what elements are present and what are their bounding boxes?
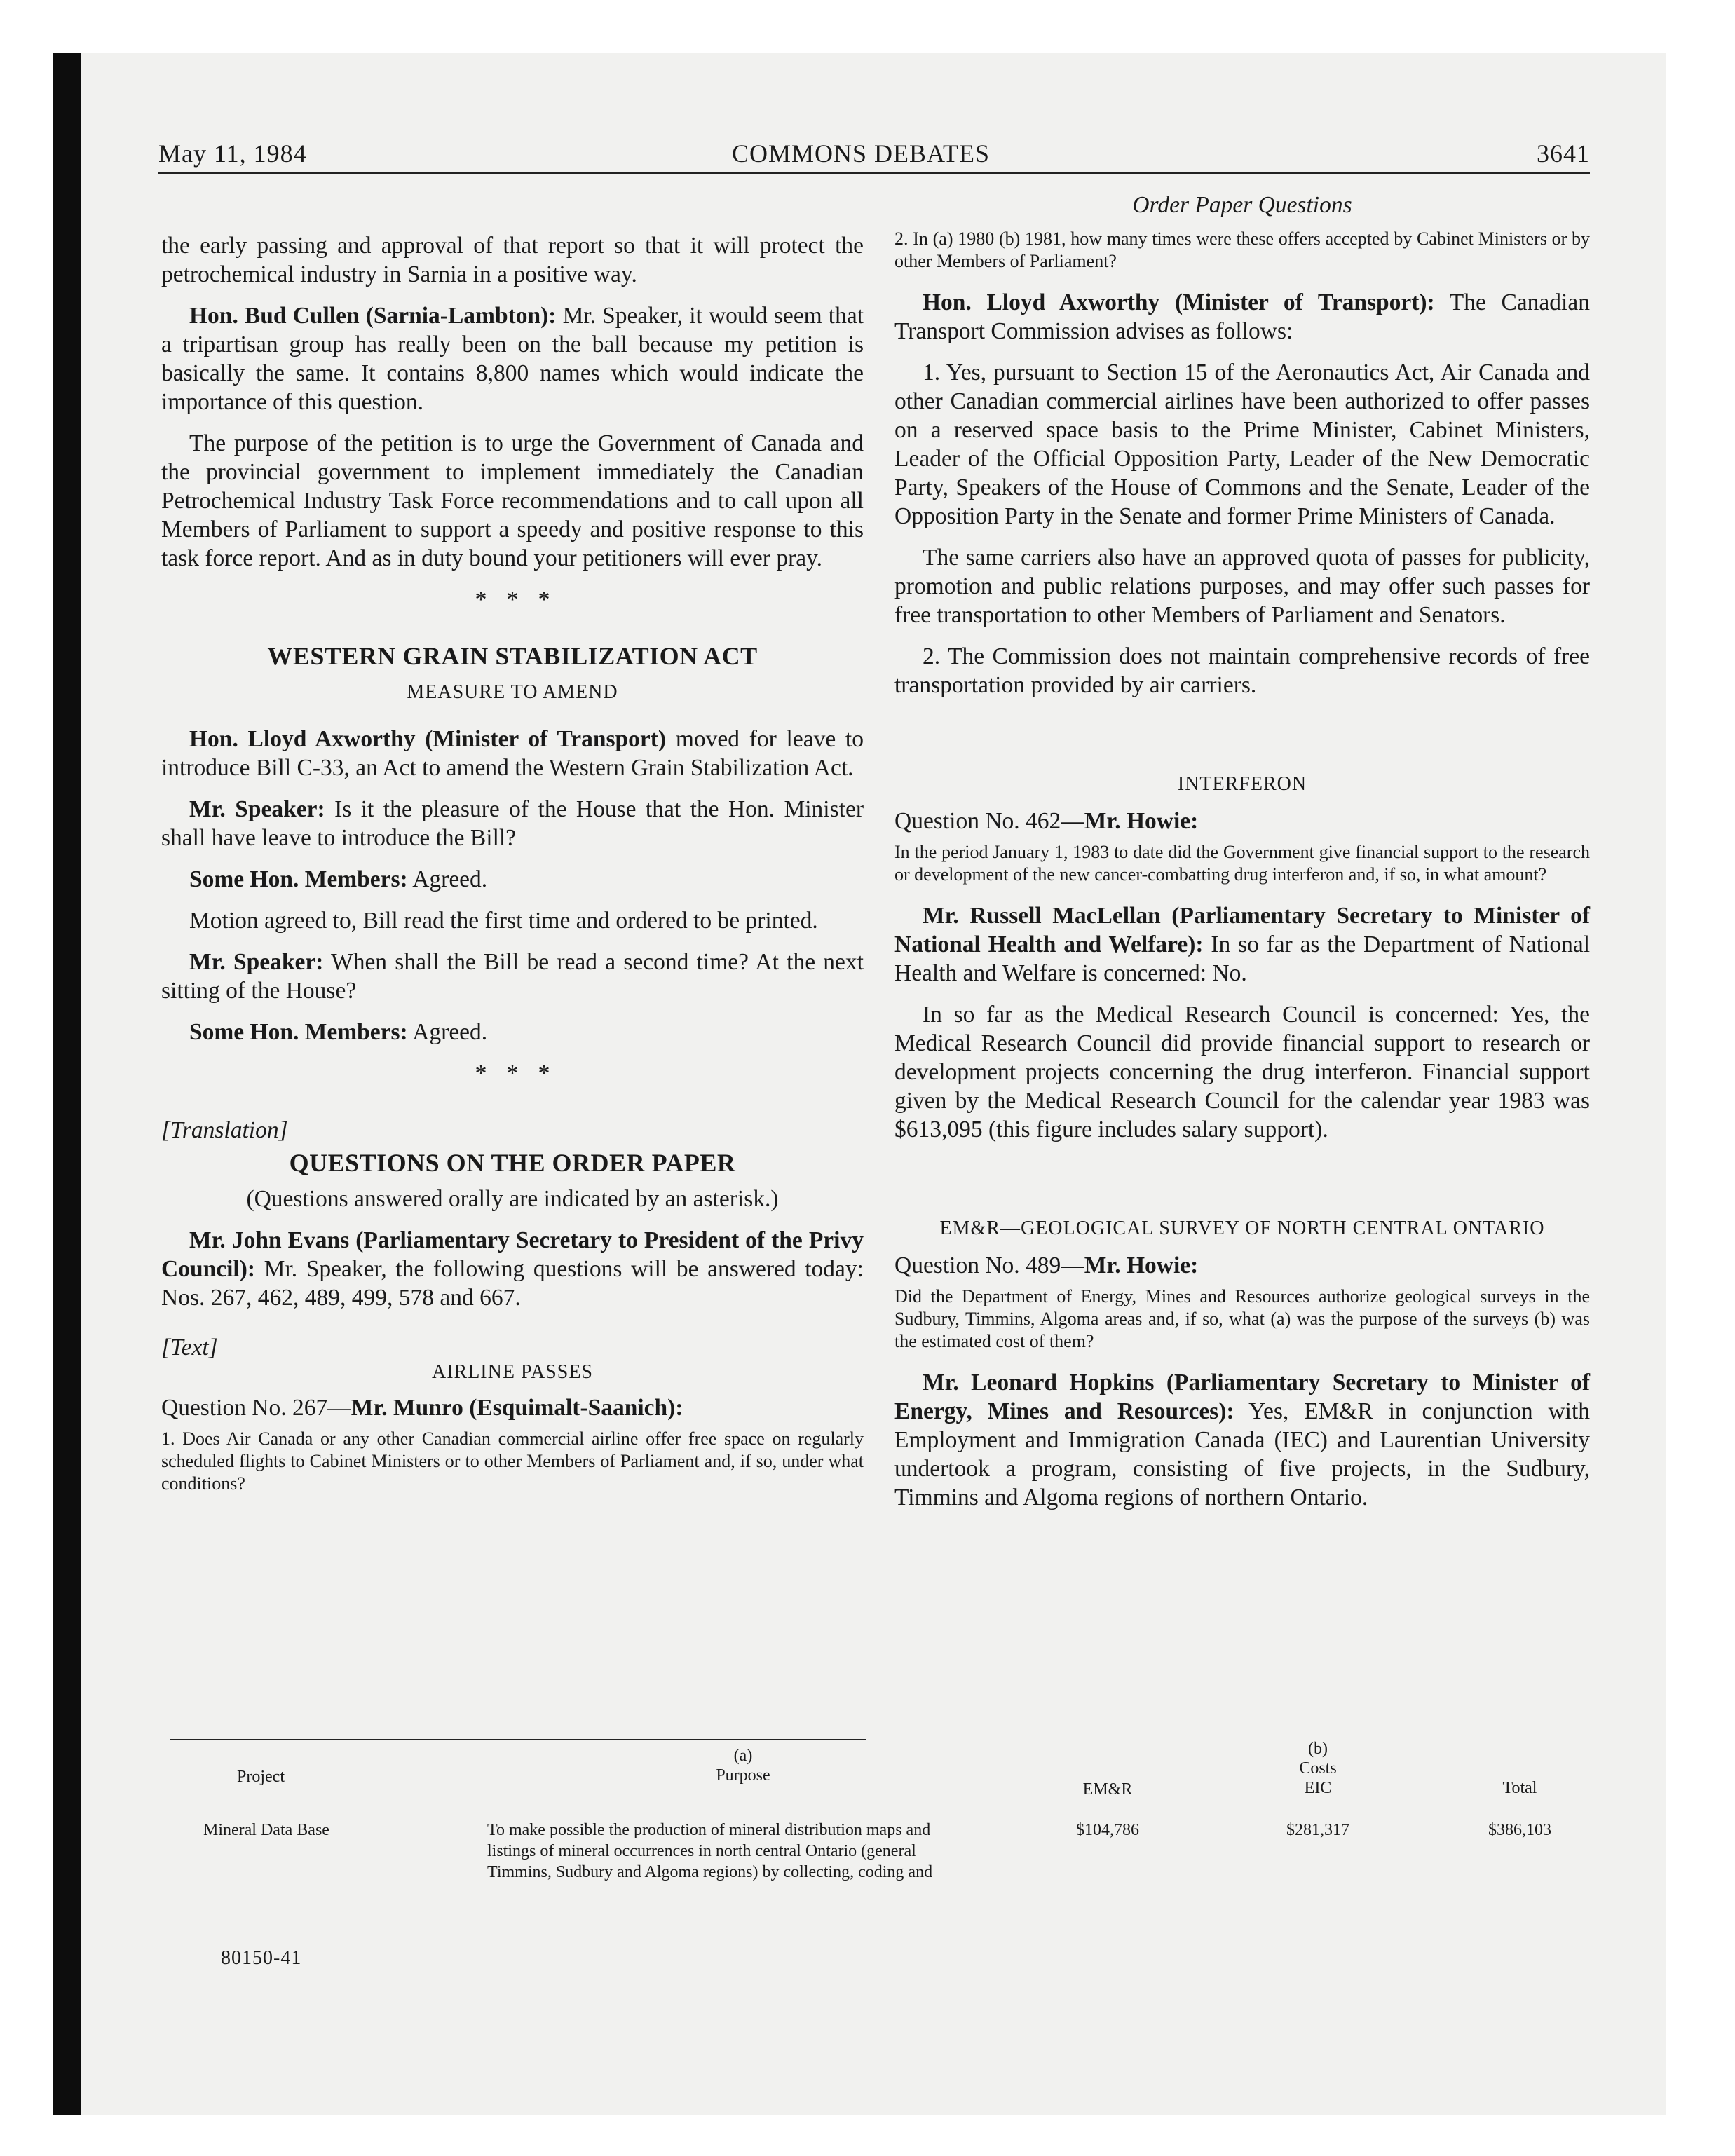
paragraph bbox=[161, 795, 864, 852]
speech-text: Yes, EM&R in conjunction with Employment and Immigration Canada (IEC) and Laurentian University undertook a program, consisting of five projects, in the Sudbury, Timmins and Algoma regions of northern Ontario. bbox=[894, 1398, 1591, 1510]
paragraph bbox=[894, 901, 1590, 988]
member-name: Mr. Howie: bbox=[1084, 1253, 1199, 1278]
section-subheading: EM&R—GEOLOGICAL SURVEY OF NORTH CENTRAL ONTARIO bbox=[939, 1217, 1545, 1239]
speaker-name: Some Hon. Members: bbox=[189, 1019, 408, 1045]
question-text: Did the Department of Energy, Mines and Resources authorize geological surveys in the Sudbury, Timmins, Algoma areas and, if so, what (a) was the purpose of the surveys (b) was the estimated cost of them? bbox=[894, 1286, 1590, 1351]
paragraph: 2. The Commission does not maintain comprehensive records of free transportation provided by air carriers. bbox=[894, 643, 1590, 698]
speech-text: Is it the pleasure of the House that the Hon. Minister shall have leave to introduce the Bill? bbox=[161, 796, 864, 851]
footer-code: 80150-41 bbox=[221, 1947, 302, 1969]
table-cell-emr: $104,786 bbox=[1076, 1821, 1139, 1839]
table-cell-project: Mineral Data Base bbox=[203, 1821, 329, 1839]
question-text: 1. Does Air Canada or any other Canadian commercial airline offer free space on regularly scheduled flights to Cabinet Ministers or to other Members of Parliament and, if so, under what conditions? bbox=[161, 1428, 864, 1494]
table-header-a: (a) bbox=[733, 1747, 753, 1765]
table-header-total: Total bbox=[1502, 1779, 1537, 1797]
question-heading: Question No. 462—Mr. Howie: bbox=[894, 808, 1199, 834]
speech-text: Mr. Speaker, the following questions will be answered today: Nos. 267, 462, 489, 499, 578 and 667. bbox=[161, 1256, 864, 1311]
speaker-name: Mr. John Evans (Parliamentary Secretary to President of the Privy Council): bbox=[161, 1227, 864, 1282]
speech-text: When shall the Bill be read a second time? At the next sitting of the House? bbox=[161, 949, 864, 1004]
section-separator: * * * bbox=[475, 1060, 550, 1086]
speaker-name: Mr. Leonard Hopkins (Parliamentary Secretary to Minister of Energy, Mines and Resources): bbox=[894, 1370, 1590, 1424]
running-head: Order Paper Questions bbox=[1132, 192, 1352, 218]
table-header-purpose: Purpose bbox=[716, 1766, 770, 1785]
question-text: 2. In (a) 1980 (b) 1981, how many times were these offers accepted by Cabinet Ministers or by other Members of Parliament? bbox=[894, 228, 1590, 271]
speaker-name: Mr. Speaker: bbox=[189, 949, 324, 975]
paragraph bbox=[161, 725, 864, 782]
header-title: COMMONS DEBATES bbox=[732, 139, 991, 168]
member-name: Mr. Howie: bbox=[1084, 808, 1199, 834]
scan-edge bbox=[53, 53, 81, 2115]
speaker-name: Some Hon. Members: bbox=[189, 866, 408, 892]
left-column bbox=[161, 231, 864, 1510]
right-column bbox=[894, 191, 1590, 1524]
speaker-name: Hon. Lloyd Axworthy (Minister of Transport): bbox=[923, 289, 1435, 315]
section-heading: WESTERN GRAIN STABILIZATION ACT bbox=[267, 642, 758, 670]
speech-text: Mr. Speaker, it would seem that a tripartisan group has really been on the ball because my petition is basically the same. It contains 8,800 names which would indicate the importance of this question. bbox=[161, 303, 864, 415]
table-cell-purpose: listings of mineral occurrences in north central Ontario (general bbox=[487, 1842, 916, 1860]
paragraph bbox=[894, 288, 1590, 346]
paragraph: The same carriers also have an approved quota of passes for publicity, promotion and public relations purposes, and may offer such passes for free transportation to other Members of Parliament and Senators. bbox=[894, 545, 1590, 628]
speech-text: The Canadian Transport Commission advises as follows: bbox=[894, 289, 1590, 344]
paragraph bbox=[161, 301, 864, 416]
section-subheading: MEASURE TO AMEND bbox=[407, 681, 618, 703]
member-name: Mr. Munro (Esquimalt-Saanich): bbox=[351, 1395, 683, 1421]
paragraph: (Questions answered orally are indicated by an asterisk.) bbox=[246, 1186, 779, 1212]
paragraph: the early passing and approval of that report so that it will protect the petrochemical industry in Sarnia in a positive way. bbox=[161, 233, 864, 287]
paragraph bbox=[161, 1018, 864, 1046]
paragraph bbox=[161, 948, 864, 1005]
table-cell-purpose: To make possible the production of mineral distribution maps and bbox=[487, 1821, 931, 1839]
paragraph: In so far as the Medical Research Council is concerned: Yes, the Medical Research Council did provide financial support to research or development projects concerning the drug interferon. Financial support given by the Medical Research Council for the calendar year 1983 was $613,095 (this figure includes salary support). bbox=[894, 1002, 1590, 1142]
speaker-name: Mr. Speaker: bbox=[189, 796, 325, 822]
paragraph bbox=[161, 865, 864, 894]
section-separator: * * * bbox=[475, 587, 550, 613]
speaker-name: Hon. Bud Cullen (Sarnia-Lambton): bbox=[189, 303, 557, 329]
table-header-project: Project bbox=[237, 1768, 285, 1786]
header-date: May 11, 1984 bbox=[158, 139, 307, 168]
table-header-emr: EM&R bbox=[1082, 1780, 1133, 1799]
page-header bbox=[158, 139, 1590, 175]
paragraph bbox=[161, 1226, 864, 1312]
header-page-number: 3641 bbox=[1537, 139, 1590, 168]
translation-tag: [Translation] bbox=[161, 1117, 288, 1143]
table-header-b: (b) bbox=[1308, 1740, 1328, 1758]
header-rule bbox=[158, 172, 1590, 174]
text-tag: [Text] bbox=[161, 1335, 218, 1360]
section-heading: QUESTIONS ON THE ORDER PAPER bbox=[289, 1149, 736, 1177]
table-header-costs: Costs bbox=[1299, 1759, 1337, 1778]
speech-text: Agreed. bbox=[407, 1019, 488, 1045]
speech-text: moved for leave to introduce Bill C-33, an Act to amend the Western Grain Stabilization Act. bbox=[161, 726, 864, 781]
speaker-name: Hon. Lloyd Axworthy (Minister of Transport) bbox=[189, 726, 667, 752]
paragraph: The purpose of the petition is to urge the Government of Canada and the provincial government to implement immediately the Canadian Petrochemical Industry Task Force recommendations and to call upon all Members of Parliament to support a speedy and positive response to this task force report. And as in duty bound your petitioners will ever pray. bbox=[161, 430, 864, 571]
paragraph bbox=[894, 1368, 1590, 1512]
section-subheading: INTERFERON bbox=[1177, 773, 1307, 795]
paragraph: Motion agreed to, Bill read the first time and ordered to be printed. bbox=[189, 908, 818, 934]
question-heading: Question No. 267—Mr. Munro (Esquimalt-Saanich): bbox=[161, 1395, 683, 1421]
paragraph: 1. Yes, pursuant to Section 15 of the Aeronautics Act, Air Canada and other Canadian commercial airlines have been authorized to offer passes on a reserved space basis to the Prime Minister, Cabinet Ministers, Leader of the Official Opposition Party, Leader of the New Democratic Party, Speakers of the House of Commons and the Senate, Leader of the Opposition Party in the Senate and former Prime Ministers of Canada. bbox=[894, 360, 1590, 529]
question-heading: Question No. 489—Mr. Howie: bbox=[894, 1253, 1199, 1278]
table-cell-eic: $281,317 bbox=[1286, 1821, 1349, 1839]
section-subheading: AIRLINE PASSES bbox=[431, 1361, 593, 1383]
question-text: In the period January 1, 1983 to date did the Government give financial support to the research or development of the new cancer-combatting drug interferon and, if so, in what amount? bbox=[894, 842, 1590, 885]
table-header-eic: EIC bbox=[1304, 1779, 1332, 1797]
table-rule bbox=[170, 1739, 866, 1740]
table-cell-total: $386,103 bbox=[1488, 1821, 1551, 1839]
speech-text: In so far as the Department of National Health and Welfare is concerned: No. bbox=[894, 932, 1590, 986]
speech-text: Agreed. bbox=[407, 866, 488, 892]
speaker-name: Mr. Russell MacLellan (Parliamentary Secretary to Minister of National Health and Welfare): bbox=[894, 903, 1590, 957]
table-cell-purpose: Timmins, Sudbury and Algoma regions) by collecting, coding and bbox=[487, 1863, 933, 1881]
